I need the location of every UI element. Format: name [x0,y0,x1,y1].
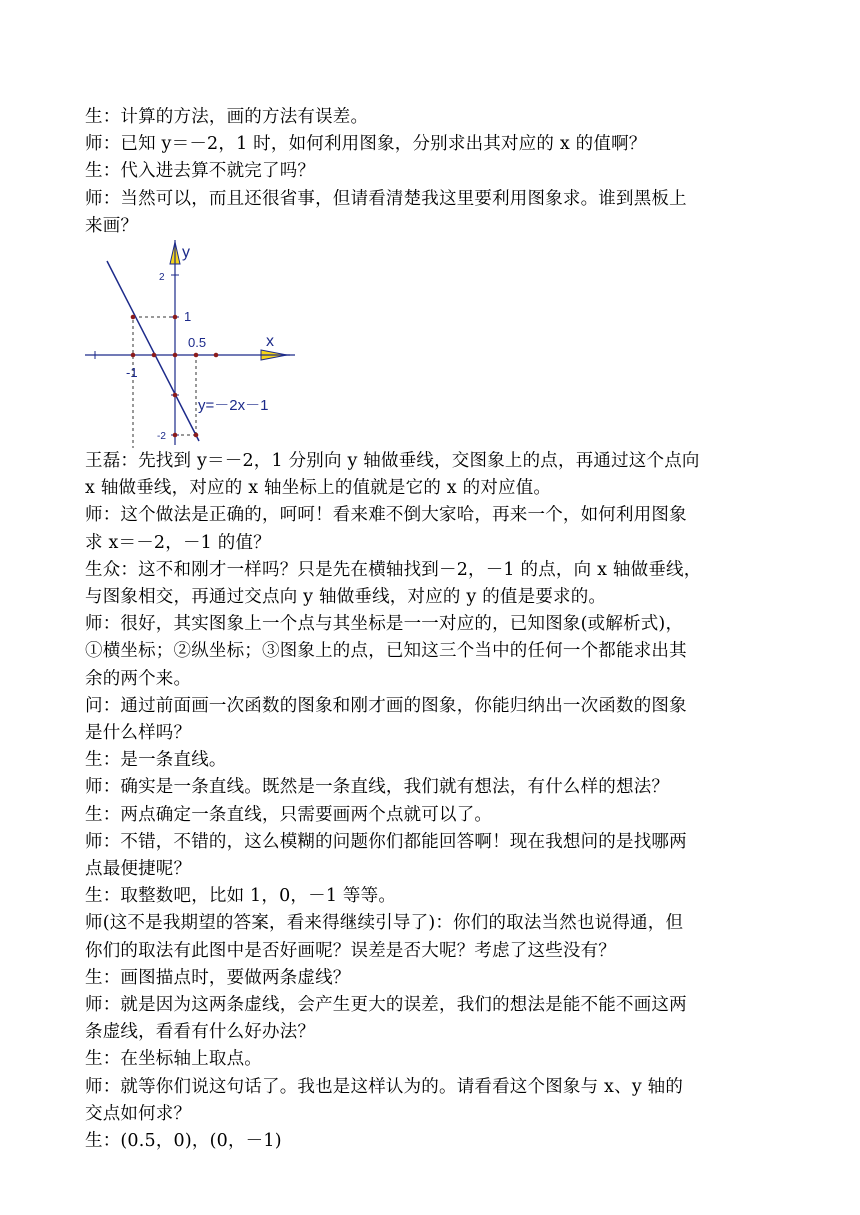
text-line: 来画？ [85,215,139,236]
text-line: 与图象相交，再通过交点向 y 轴做垂线，对应的 y 的值是要求的。 [85,587,607,608]
text-line: 求 x＝－2，－1 的值？ [85,532,271,553]
tick-label-y-1: 1 [184,309,192,325]
dashed-guides [133,317,196,448]
paragraph-block-bottom [85,448,765,1155]
point [131,353,136,358]
text-line: 点最便捷呢？ [85,859,192,880]
text-line: 生：画图描点时，要做两条虚线？ [85,967,351,988]
text-line: 生：代入进去算不就完了吗？ [85,161,316,182]
tick-label-y-neg2: -2 [157,431,166,443]
text-line: 师：这个做法是正确的，呵呵！看来难不倒大家哈，再来一个，如何利用图象 [85,505,687,526]
graph-svg [85,240,305,448]
point [173,353,178,358]
text-line: 生：取整数吧，比如 1，0，－1 等等。 [85,886,397,907]
text-line: 王磊：先找到 y＝－2，1 分别向 y 轴做垂线，交图象上的点，再通过这个点向 [85,451,700,472]
text-line: 师(这不是我期望的答案，看来得继续引导了)：你们的取法当然也说得通，但 [85,913,684,934]
text-line: 余的两个来。 [85,668,192,689]
tick-label-y-2: 2 [159,272,165,284]
text-line: 生：计算的方法，画的方法有误差。 [85,107,369,127]
text-line: 师：就等你们说这句话了。我也是这样认为的。请看看这个图象与 x、y 轴的 [85,1076,684,1097]
text-line: 师：很好，其实图象上一个点与其坐标是一一对应的，已知图象(或解析式)， [85,614,684,635]
text-line: 交点如何求？ [85,1103,192,1124]
text-line: 生：在坐标轴上取点。 [85,1049,262,1070]
point [173,315,178,320]
text-line: ①横坐标；②纵坐标；③图象上的点，已知这三个当中的任何一个都能求出其 [85,641,687,662]
text-line: 问：通过前面画一次函数的图象和刚才画的图象，你能归纳出一次函数的图象 [85,695,687,716]
text-line: 生：两点确定一条直线，只需要画两个点就可以了。 [85,804,493,825]
point [173,433,178,438]
equation-label: y=－2x－1 [198,397,269,415]
text-line: 师：已知 y＝－2，1 时，如何利用图象，分别求出其对应的 x 的值啊？ [85,134,647,155]
point [173,393,178,398]
text-line: 师：就是因为这两条虚线，会产生更大的误差，我们的想法是能不能不画这两 [85,995,687,1016]
point [131,315,136,320]
y-axis-arrow-icon [170,240,180,264]
x-axis-label: x [266,333,274,351]
text-line: 是什么样吗？ [85,723,192,744]
x-axis-arrow-icon [261,350,295,360]
function-graph-figure [85,240,305,448]
point [214,353,219,358]
text-line: 条虚线，看看有什么好办法？ [85,1022,316,1043]
text-line: x 轴做垂线，对应的 x 轴坐标上的值就是它的 x 的对应值。 [85,478,552,499]
text-line: 生众：这不和刚才一样吗？只是先在横轴找到－2，－1 的点，向 x 轴做垂线， [85,559,702,580]
point [194,433,199,438]
tick-label-x-neg1: -1 [126,365,138,381]
text-line: 生：(0.5，0)，(0，－1) [85,1131,282,1152]
point [194,353,199,358]
paragraph-block-top [85,104,765,240]
text-line: 生：是一条直线。 [85,750,227,771]
text-line: 师：不错，不错的，这么模糊的问题你们都能回答啊！现在我想问的是找哪两 [85,831,687,852]
y-axis-label: y [182,244,190,262]
function-line [107,261,199,441]
text-line: 你们的取法有此图中是否好画呢？误差是否大呢？考虑了这些没有？ [85,940,616,961]
document-page [85,104,765,1155]
text-line: 师：当然可以，而且还很省事，但请看清楚我这里要利用图象求。谁到黑板上 [85,188,687,209]
tick-label-x-half: 0.5 [188,335,207,351]
point [152,353,157,358]
text-line: 师：确实是一条直线。既然是一条直线，我们就有想法，有什么样的想法？ [85,777,670,798]
